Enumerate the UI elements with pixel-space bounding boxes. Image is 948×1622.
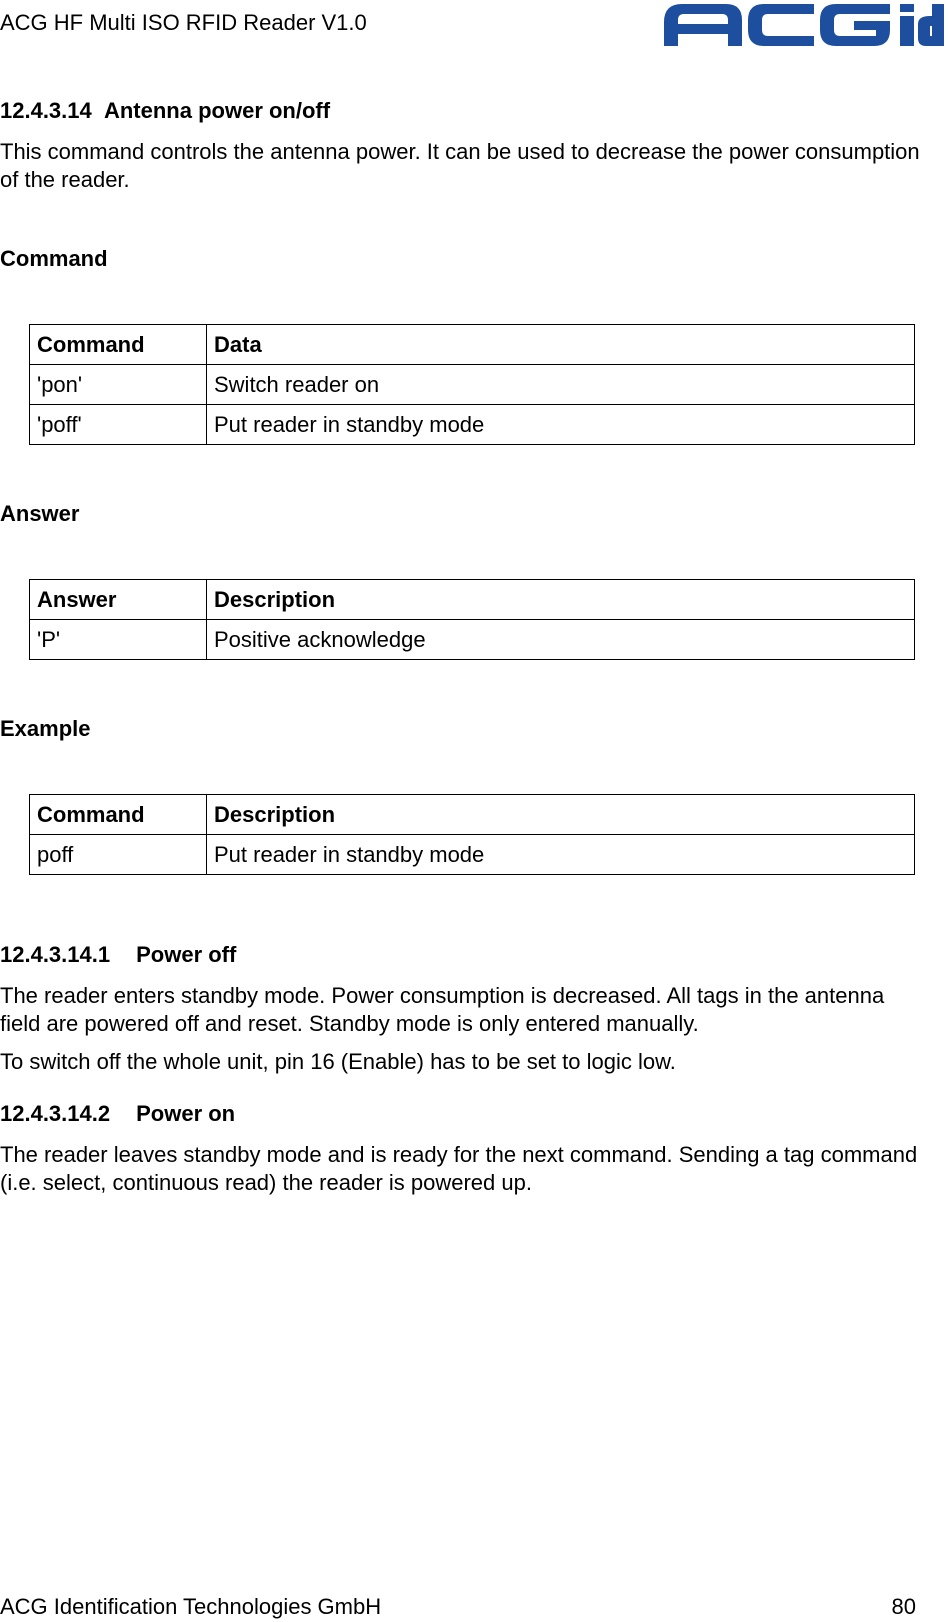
footer-company: ACG Identification Technologies GmbH: [0, 1594, 382, 1619]
table-header-cell: Command: [30, 795, 207, 835]
table-cell: 'poff': [30, 405, 207, 445]
table-header-row: [30, 795, 915, 835]
document-header-title: ACG HF Multi ISO RFID Reader V1.0: [0, 10, 367, 35]
power-on-number: 12.4.3.14.2: [0, 1101, 111, 1126]
table-cell: poff: [30, 835, 207, 875]
table-row: [30, 365, 915, 405]
table-header-cell: Answer: [30, 580, 207, 620]
table-header-row: [30, 580, 915, 620]
table-cell: Put reader in standby mode: [207, 405, 915, 445]
logo-letter-g: [820, 4, 890, 46]
section-number: 12.4.3.14: [0, 98, 92, 123]
command-table: [29, 324, 915, 445]
table-row: [30, 405, 915, 445]
example-table: [29, 794, 915, 875]
footer-page-number: 80: [891, 1594, 916, 1619]
table-cell: 'P': [30, 620, 207, 660]
command-label: Command: [0, 246, 108, 271]
acg-id-logo: [664, 0, 944, 60]
section-heading: [0, 98, 330, 124]
table-cell: Put reader in standby mode: [207, 835, 915, 875]
section-title: Antenna power on/off: [103, 98, 331, 123]
power-on-heading: [0, 1101, 235, 1127]
table-header-cell: Description: [207, 795, 915, 835]
power-off-heading: [0, 942, 236, 968]
power-on-paragraph-1: The reader leaves standby mode and is ready for the next command. Sending a tag command (i.e. select, continuous read) the reader is powered up.: [0, 1142, 918, 1195]
example-label: Example: [0, 716, 91, 741]
table-header-cell: Command: [30, 325, 207, 365]
table-cell: Positive acknowledge: [207, 620, 915, 660]
power-on-title: Power on: [136, 1101, 236, 1126]
logo-letter-a: [664, 4, 742, 46]
table-cell: 'pon': [30, 365, 207, 405]
answer-label: Answer: [0, 501, 80, 526]
table-header-cell: Description: [207, 580, 915, 620]
section-intro: This command controls the antenna power. It can be used to decrease the power consumption of the reader.: [0, 139, 920, 192]
table-header-row: [30, 325, 915, 365]
power-off-title: Power off: [136, 942, 237, 967]
table-header-cell: Data: [207, 325, 915, 365]
power-off-number: 12.4.3.14.1: [0, 942, 111, 967]
power-off-paragraph-1: The reader enters standby mode. Power consumption is decreased. All tags in the antenna field are powered off and reset. Standby mode is only entered manually.: [0, 983, 885, 1036]
answer-table: [29, 579, 915, 660]
power-off-paragraph-2: To switch off the whole unit, pin 16 (Enable) has to be set to logic low.: [0, 1049, 676, 1074]
logo-letter-d: [918, 4, 944, 46]
table-cell: Switch reader on: [207, 365, 915, 405]
logo-letter-i: [900, 4, 914, 46]
logo-letter-c: [748, 4, 814, 46]
table-row: [30, 835, 915, 875]
table-row: [30, 620, 915, 660]
